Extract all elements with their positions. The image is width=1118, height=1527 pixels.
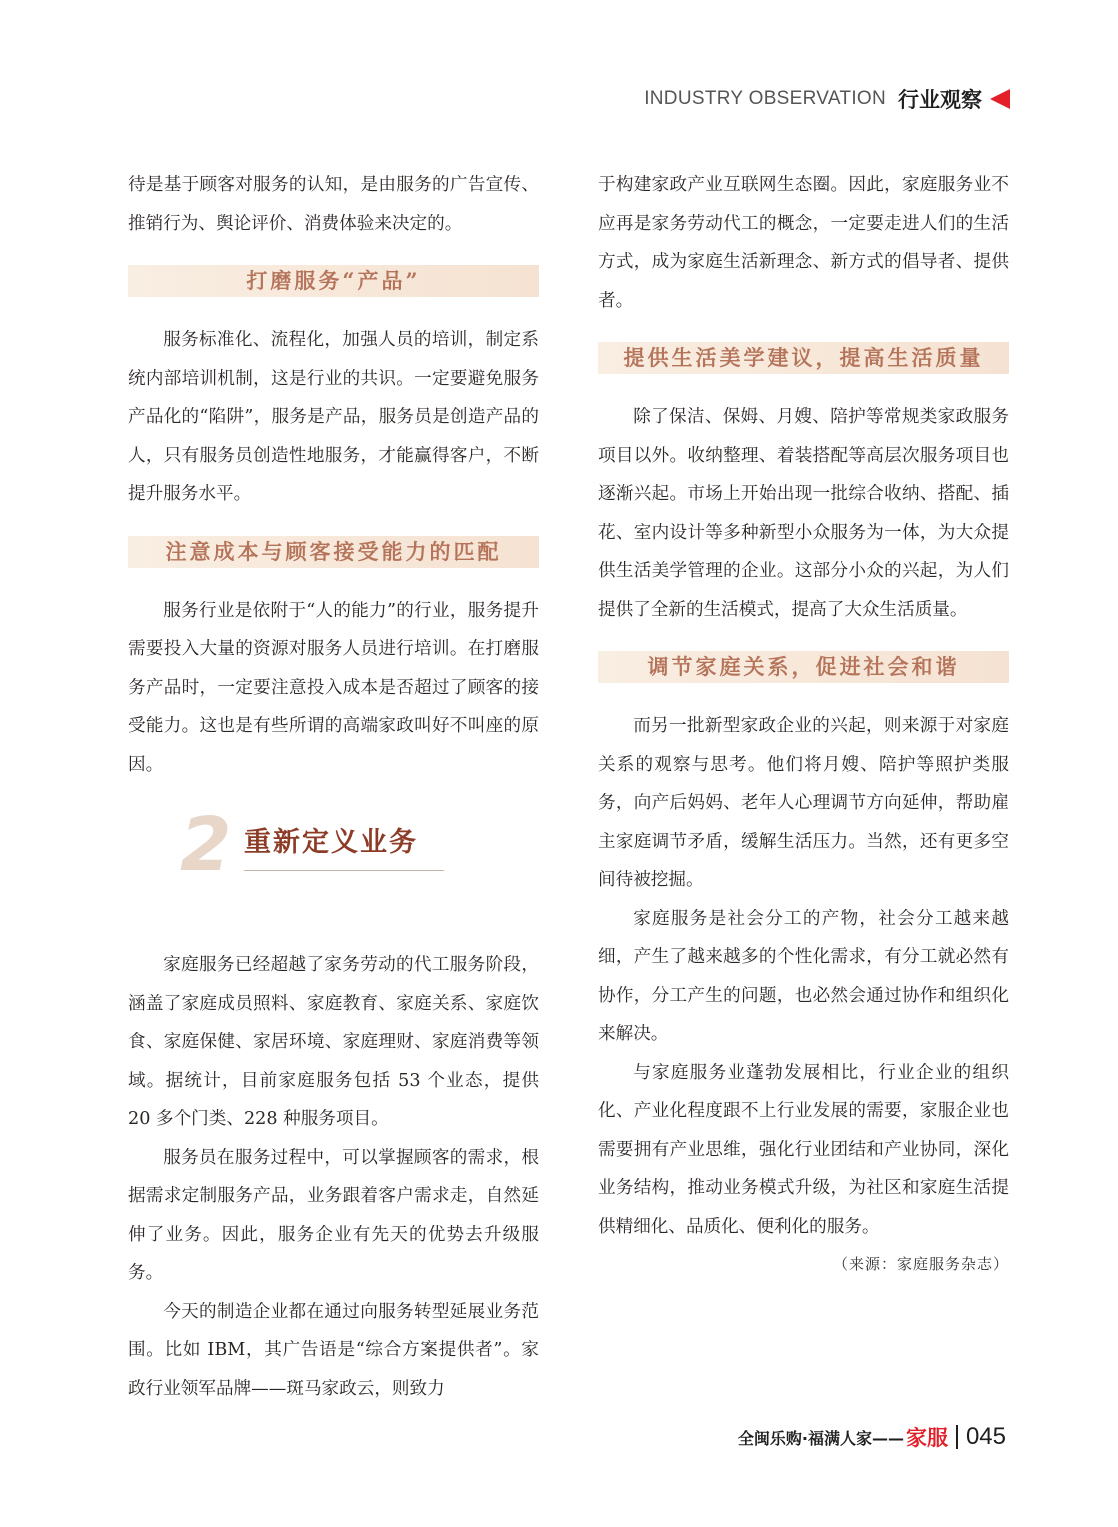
subheading: 调节家庭关系，促进社会和谐 bbox=[598, 651, 1009, 683]
page-footer bbox=[738, 1422, 1006, 1452]
triangle-marker-icon bbox=[990, 89, 1010, 109]
paragraph: 服务标准化、流程化，加强人员的培训，制定系统内部培训机制，这是行业的共识。一定要避免服务产品化的“陷阱”，服务是产品，服务员是创造产品的人，只有服务员创造性地服务，才能赢得客户，不断提升服务水平。 bbox=[128, 330, 539, 504]
subheading: 提供生活美学建议，提高生活质量 bbox=[598, 342, 1009, 374]
paragraph: 除了保洁、保姆、月嫂、陪护等常规类家政服务项目以外。收纳整理、着装搭配等高层次服务项目也逐渐兴起。市场上开始出现一批综合收纳、搭配、插花、室内设计等多种新型小众服务为一体，为大众提供生活美学管理的企业。这部分小众的兴起，为人们提供了全新的生活模式，提高了大众生活质量。 bbox=[598, 407, 1009, 620]
header-chinese-label: 行业观察 bbox=[898, 88, 982, 112]
footer-slogan: 全闽乐购·福满人家—— bbox=[737, 1428, 904, 1448]
left-column bbox=[128, 166, 539, 1408]
subheading: 打磨服务“产品” bbox=[128, 265, 539, 297]
footer-divider bbox=[956, 1425, 958, 1449]
subheading: 注意成本与顾客接受能力的匹配 bbox=[128, 536, 539, 568]
paragraph: 待是基于顾客对服务的认知，是由服务的广告宣传、推销行为、舆论评价、消费体验来决定的。 bbox=[128, 175, 539, 234]
section-heading bbox=[128, 802, 539, 926]
section-title: 重新定义业务 bbox=[244, 827, 418, 858]
header-english-label: INDUSTRY OBSERVATION bbox=[644, 88, 886, 109]
paragraph: 服务员在服务过程中，可以掌握顾客的需求，根据需求定制服务产品，业务跟着客户需求走，自然延伸了业务。因此，服务企业有先天的优势去升级服务。 bbox=[128, 1147, 539, 1283]
right-column bbox=[598, 166, 1009, 1282]
source-note: （来源：家庭服务杂志） bbox=[832, 1255, 1009, 1273]
page-number: 045 bbox=[965, 1423, 1006, 1450]
paragraph: 服务行业是依附于“人的能力”的行业，服务提升需要投入大量的资源对服务人员进行培训。在打磨服务产品时，一定要注意投入成本是否超过了顾客的接受能力。这也是有些所谓的高端家政叫好不叫座的原因。 bbox=[128, 600, 539, 775]
section-number: 2 bbox=[180, 802, 232, 888]
paragraph: 与家庭服务业蓬勃发展相比，行业企业的组织化、产业化程度跟不上行业发展的需要，家服企业也需要拥有产业思维，强化行业团结和产业协同，深化业务结构，推动业务模式升级，为社区和家庭生活提供精细化、品质化、便利化的服务。 bbox=[598, 1062, 1009, 1237]
section-divider bbox=[244, 870, 444, 871]
paragraph: 家庭服务是社会分工的产物，社会分工越来越细，产生了越来越多的个性化需求，有分工就必然有协作，分工产生的问题，也必然会通过协作和组织化来解决。 bbox=[598, 908, 1009, 1044]
paragraph: 今天的制造企业都在通过向服务转型延展业务范围。比如 IBM，其广告语是“综合方案提供者”。家政行业领军品牌——斑马家政云，则致力 bbox=[128, 1301, 539, 1399]
paragraph: 家庭服务已经超越了家务劳动的代工服务阶段，涵盖了家庭成员照料、家庭教育、家庭关系、家庭饮食、家庭保健、家居环境、家庭理财、家庭消费等领域。据统计，目前家庭服务包括 53 个业态，提供 20 多个门类、228 种服务项目。 bbox=[128, 955, 539, 1129]
footer-brand: 家服 bbox=[905, 1426, 948, 1450]
paragraph: 而另一批新型家政企业的兴起，则来源于对家庭关系的观察与思考。他们将月嫂、陪护等照护类服务，向产后妈妈、老年人心理调节方向延伸，帮助雇主家庭调节矛盾，缓解生活压力。当然，还有更多空间待被挖掘。 bbox=[598, 716, 1009, 890]
paragraph: 于构建家政产业互联网生态圈。因此，家庭服务业不应再是家务劳动代工的概念，一定要走进人们的生活方式，成为家庭生活新理念、新方式的倡导者、提供者。 bbox=[598, 175, 1009, 311]
page-header bbox=[644, 84, 1010, 114]
